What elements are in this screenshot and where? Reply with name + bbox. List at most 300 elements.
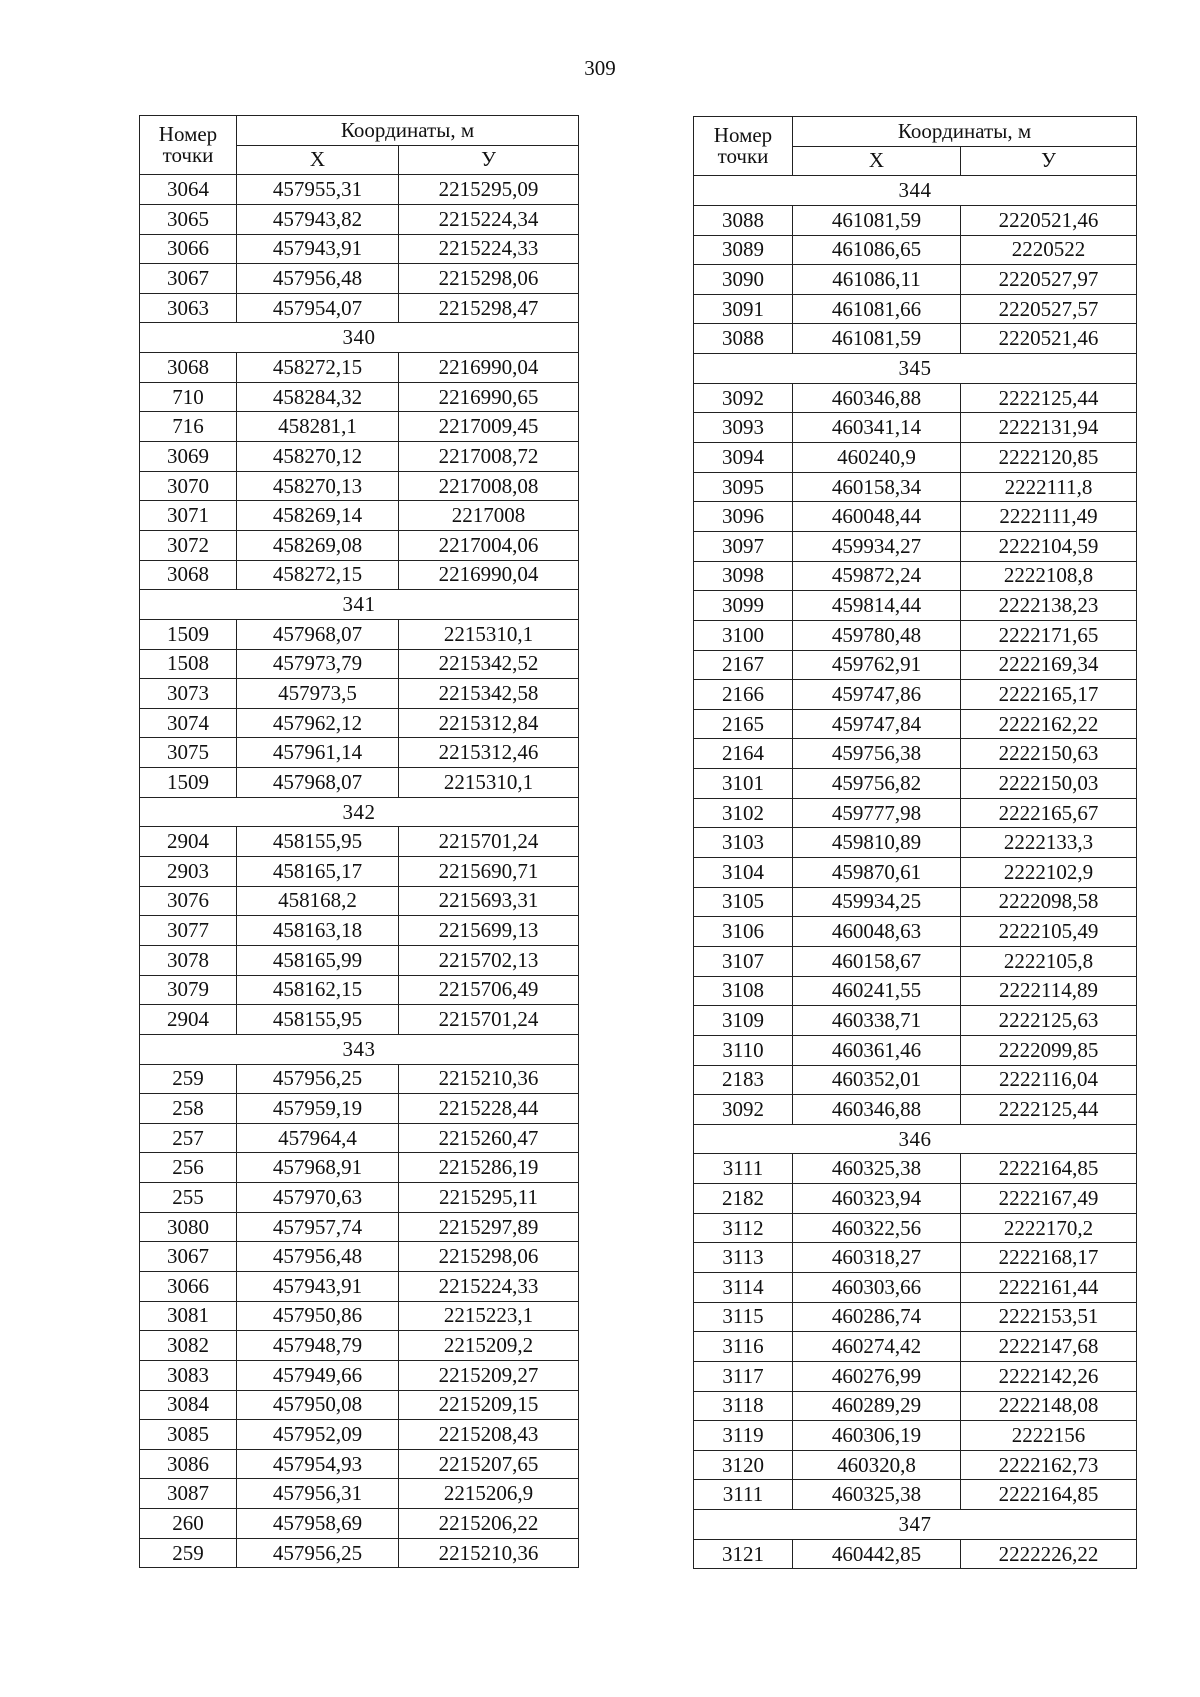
y-coordinate-cell: 2215298,06 [399,1242,579,1272]
point-number-cell: 2904 [140,827,237,857]
point-number-header [694,117,793,176]
x-coordinate-cell: 460338,71 [793,1006,961,1036]
table-row [694,294,1137,324]
x-coordinate-cell: 459762,91 [793,650,961,680]
x-coordinate-cell: 460361,46 [793,1035,961,1065]
x-coordinate-cell: 457970,63 [237,1183,399,1213]
y-coordinate-cell: 2216990,04 [399,560,579,590]
right-table-body [694,176,1137,1569]
point-number-cell: 3103 [694,828,793,858]
table-row [694,1184,1137,1214]
x-coordinate-cell: 457962,12 [237,708,399,738]
coordinates-header: Координаты, м [793,117,1137,147]
y-coordinate-cell: 2222114,89 [961,976,1137,1006]
x-coordinate-cell: 459756,82 [793,769,961,799]
y-coordinate-cell: 2222125,44 [961,383,1137,413]
y-coordinate-cell: 2215208,43 [399,1420,579,1450]
point-number-cell: 3104 [694,858,793,888]
section-row [694,1510,1137,1540]
y-coordinate-cell: 2222138,23 [961,591,1137,621]
point-number-cell: 3101 [694,769,793,799]
table-row [694,383,1137,413]
point-number-cell: 710 [140,382,237,412]
x-coordinate-cell: 457954,93 [237,1449,399,1479]
table-row [140,1153,579,1183]
section-row [140,590,579,620]
x-coordinate-cell: 457948,79 [237,1331,399,1361]
y-coordinate-cell: 2220521,46 [961,324,1137,354]
y-coordinate-cell: 2222120,85 [961,443,1137,473]
point-number-cell: 3089 [694,235,793,265]
x-coordinate-cell: 460158,34 [793,472,961,502]
x-coordinate-cell: 459934,27 [793,531,961,561]
x-coordinate-cell: 460158,67 [793,946,961,976]
y-coordinate-cell: 2215312,46 [399,738,579,768]
x-coordinate-cell: 458165,17 [237,857,399,887]
table-row [694,1421,1137,1451]
point-number-cell: 3095 [694,472,793,502]
y-coordinate-cell: 2215286,19 [399,1153,579,1183]
table-header-row [140,116,579,146]
point-number-cell: 3086 [140,1449,237,1479]
y-coordinate-cell: 2217008,08 [399,471,579,501]
point-number-cell: 3072 [140,530,237,560]
x-coordinate-cell: 458272,15 [237,353,399,383]
table-row [694,798,1137,828]
table-row [140,501,579,531]
x-coordinate-cell: 457956,25 [237,1538,399,1568]
table-row [140,916,579,946]
table-row [694,591,1137,621]
x-header: X [237,145,399,175]
x-coordinate-cell: 459777,98 [793,798,961,828]
table-row [694,917,1137,947]
x-coordinate-cell: 460048,63 [793,917,961,947]
x-coordinate-cell: 461086,11 [793,265,961,295]
table-row [140,1271,579,1301]
y-coordinate-cell: 2222104,59 [961,531,1137,561]
coordinates-table-left [139,115,579,1568]
point-number-cell: 3082 [140,1331,237,1361]
point-number-cell: 3075 [140,738,237,768]
table-row [140,382,579,412]
y-coordinate-cell: 2222105,49 [961,917,1137,947]
x-coordinate-cell: 460240,9 [793,443,961,473]
y-coordinate-cell: 2215310,1 [399,619,579,649]
y-coordinate-cell: 2215224,34 [399,204,579,234]
x-coordinate-cell: 457952,09 [237,1420,399,1450]
table-row [694,1302,1137,1332]
table-row [694,531,1137,561]
point-header-line2: точки [717,144,769,169]
x-coordinate-cell: 458155,95 [237,1005,399,1035]
table-row [694,502,1137,532]
y-coordinate-cell: 2215310,1 [399,768,579,798]
x-coordinate-cell: 458269,14 [237,501,399,531]
point-number-cell: 2165 [694,709,793,739]
table-row [694,1243,1137,1273]
table-row [140,1360,579,1390]
table-row [140,293,579,323]
y-coordinate-cell: 2215223,1 [399,1301,579,1331]
section-number: 345 [694,354,1137,384]
point-number-cell: 3065 [140,204,237,234]
table-row [694,858,1137,888]
point-number-cell: 1509 [140,619,237,649]
point-number-cell: 3066 [140,234,237,264]
table-row [140,353,579,383]
x-coordinate-cell: 457968,07 [237,768,399,798]
y-coordinate-cell: 2215298,06 [399,264,579,294]
section-number: 342 [140,797,579,827]
y-header: У [961,146,1137,176]
y-coordinate-cell: 2222168,17 [961,1243,1137,1273]
point-number-cell: 3092 [694,1095,793,1125]
point-number-cell: 258 [140,1094,237,1124]
y-coordinate-cell: 2215690,71 [399,857,579,887]
x-coordinate-cell: 458270,13 [237,471,399,501]
table-row [140,1212,579,1242]
point-number-cell: 3120 [694,1450,793,1480]
y-coordinate-cell: 2215699,13 [399,916,579,946]
point-number-cell: 3085 [140,1420,237,1450]
point-number-cell: 259 [140,1538,237,1568]
table-row [694,680,1137,710]
point-number-cell: 260 [140,1509,237,1539]
point-number-cell: 3067 [140,264,237,294]
table-row [140,827,579,857]
section-number: 347 [694,1510,1137,1540]
x-coordinate-cell: 461081,59 [793,324,961,354]
table-row [694,828,1137,858]
table-row [140,1420,579,1450]
x-coordinate-cell: 457973,5 [237,679,399,709]
y-coordinate-cell: 2215210,36 [399,1538,579,1568]
x-coordinate-cell: 458281,1 [237,412,399,442]
point-number-cell: 3113 [694,1243,793,1273]
point-number-cell: 716 [140,412,237,442]
point-number-cell: 3121 [694,1539,793,1569]
x-coordinate-cell: 460303,66 [793,1272,961,1302]
section-number: 343 [140,1034,579,1064]
point-number-cell: 3110 [694,1035,793,1065]
x-coordinate-cell: 460323,94 [793,1184,961,1214]
y-coordinate-cell: 2222099,85 [961,1035,1137,1065]
point-number-cell: 3099 [694,591,793,621]
table-row [140,768,579,798]
table-row [140,619,579,649]
table-row [694,1035,1137,1065]
y-coordinate-cell: 2220527,97 [961,265,1137,295]
y-coordinate-cell: 2222170,2 [961,1213,1137,1243]
x-coordinate-cell: 458284,32 [237,382,399,412]
y-coordinate-cell: 2216990,04 [399,353,579,383]
point-number-cell: 3119 [694,1421,793,1451]
point-number-cell: 3108 [694,976,793,1006]
point-number-cell: 3111 [694,1480,793,1510]
y-coordinate-cell: 2222102,9 [961,858,1137,888]
point-number-cell: 3115 [694,1302,793,1332]
y-coordinate-cell: 2222131,94 [961,413,1137,443]
point-number-cell: 3105 [694,887,793,917]
y-coordinate-cell: 2222108,8 [961,561,1137,591]
point-number-cell: 3107 [694,946,793,976]
x-coordinate-cell: 457964,4 [237,1123,399,1153]
section-row [694,354,1137,384]
coordinates-header: Координаты, м [237,116,579,146]
x-coordinate-cell: 457950,86 [237,1301,399,1331]
x-coordinate-cell: 460318,27 [793,1243,961,1273]
point-number-cell: 2164 [694,739,793,769]
y-coordinate-cell: 2222226,22 [961,1539,1137,1569]
table-row [694,1065,1137,1095]
y-coordinate-cell: 2215298,47 [399,293,579,323]
point-number-cell: 3100 [694,620,793,650]
point-number-cell: 3088 [694,205,793,235]
point-number-cell: 3084 [140,1390,237,1420]
table-row [140,1301,579,1331]
point-number-cell: 3070 [140,471,237,501]
y-coordinate-cell: 2222156 [961,1421,1137,1451]
point-number-cell: 2904 [140,1005,237,1035]
point-header-line1: Номер [713,123,773,148]
x-coordinate-cell: 457958,69 [237,1509,399,1539]
x-coordinate-cell: 460276,99 [793,1361,961,1391]
point-number-cell: 3078 [140,945,237,975]
section-row [694,1124,1137,1154]
y-coordinate-cell: 2222116,04 [961,1065,1137,1095]
y-coordinate-cell: 2215209,15 [399,1390,579,1420]
y-coordinate-cell: 2215228,44 [399,1094,579,1124]
x-coordinate-cell: 459747,86 [793,680,961,710]
x-coordinate-cell: 458163,18 [237,916,399,946]
table-row [140,175,579,205]
x-coordinate-cell: 457956,31 [237,1479,399,1509]
point-number-cell: 3114 [694,1272,793,1302]
x-coordinate-cell: 457943,82 [237,204,399,234]
y-coordinate-cell: 2222164,85 [961,1480,1137,1510]
x-coordinate-cell: 457968,07 [237,619,399,649]
point-header-line2: точки [162,143,214,168]
table-row [140,738,579,768]
table-row [694,472,1137,502]
y-coordinate-cell: 2215706,49 [399,975,579,1005]
x-header: X [793,146,961,176]
table-row [694,1450,1137,1480]
y-coordinate-cell: 2222142,26 [961,1361,1137,1391]
table-row [694,887,1137,917]
point-number-cell: 2167 [694,650,793,680]
table-row [140,471,579,501]
table-row [140,1064,579,1094]
x-coordinate-cell: 459747,84 [793,709,961,739]
x-coordinate-cell: 460346,88 [793,383,961,413]
point-number-cell: 2903 [140,857,237,887]
table-row [140,1449,579,1479]
y-coordinate-cell: 2222147,68 [961,1332,1137,1362]
table-row [694,265,1137,295]
table-row [694,650,1137,680]
y-coordinate-cell: 2222171,65 [961,620,1137,650]
point-number-cell: 3066 [140,1271,237,1301]
point-number-cell: 3116 [694,1332,793,1362]
coordinates-table-right [693,116,1137,1569]
y-coordinate-cell: 2215295,11 [399,1183,579,1213]
point-number-cell: 3069 [140,442,237,472]
x-coordinate-cell: 458165,99 [237,945,399,975]
table-row [140,886,579,916]
x-coordinate-cell: 459756,38 [793,739,961,769]
table-row [140,1331,579,1361]
y-coordinate-cell: 2222165,67 [961,798,1137,828]
table-row [140,975,579,1005]
x-coordinate-cell: 458155,95 [237,827,399,857]
x-coordinate-cell: 458269,08 [237,530,399,560]
point-number-cell: 3079 [140,975,237,1005]
table-row [140,1479,579,1509]
point-number-cell: 3117 [694,1361,793,1391]
point-number-cell: 3094 [694,443,793,473]
point-number-cell: 3068 [140,353,237,383]
table-row [694,1391,1137,1421]
point-number-cell: 3068 [140,560,237,590]
section-row [694,176,1137,206]
table-row [140,708,579,738]
x-coordinate-cell: 457943,91 [237,1271,399,1301]
y-coordinate-cell: 2222098,58 [961,887,1137,917]
y-coordinate-cell: 2222111,49 [961,502,1137,532]
point-number-cell: 3083 [140,1360,237,1390]
table-row [140,412,579,442]
y-coordinate-cell: 2215702,13 [399,945,579,975]
x-coordinate-cell: 460286,74 [793,1302,961,1332]
table-row [694,1480,1137,1510]
point-number-cell: 3063 [140,293,237,323]
point-number-cell: 1509 [140,768,237,798]
y-coordinate-cell: 2215207,65 [399,1449,579,1479]
y-coordinate-cell: 2220522 [961,235,1137,265]
table-row [140,234,579,264]
table-row [140,1390,579,1420]
x-coordinate-cell: 459814,44 [793,591,961,621]
y-coordinate-cell: 2222162,22 [961,709,1137,739]
table-row [694,946,1137,976]
table-row [140,530,579,560]
table-row [140,442,579,472]
x-coordinate-cell: 457956,48 [237,264,399,294]
table-row [140,264,579,294]
table-row [694,620,1137,650]
table-row [694,413,1137,443]
y-coordinate-cell: 2215209,27 [399,1360,579,1390]
x-coordinate-cell: 460352,01 [793,1065,961,1095]
x-coordinate-cell: 460341,14 [793,413,961,443]
point-number-cell: 256 [140,1153,237,1183]
y-coordinate-cell: 2222150,63 [961,739,1137,769]
page-number: 309 [584,56,616,80]
x-coordinate-cell: 457959,19 [237,1094,399,1124]
point-number-cell: 3080 [140,1212,237,1242]
point-number-cell: 3112 [694,1213,793,1243]
y-coordinate-cell: 2222150,03 [961,769,1137,799]
point-number-cell: 257 [140,1123,237,1153]
section-row [140,797,579,827]
x-coordinate-cell: 458270,12 [237,442,399,472]
x-coordinate-cell: 457956,48 [237,1242,399,1272]
table-row [140,857,579,887]
x-coordinate-cell: 459872,24 [793,561,961,591]
table-row [140,1538,579,1568]
y-coordinate-cell: 2222133,3 [961,828,1137,858]
table-row [694,1006,1137,1036]
x-coordinate-cell: 457950,08 [237,1390,399,1420]
table-row [694,443,1137,473]
x-coordinate-cell: 457961,14 [237,738,399,768]
table-row [694,1539,1137,1569]
x-coordinate-cell: 460048,44 [793,502,961,532]
table-row [140,1005,579,1035]
point-number-cell: 2183 [694,1065,793,1095]
x-coordinate-cell: 458272,15 [237,560,399,590]
point-number-cell: 3081 [140,1301,237,1331]
x-coordinate-cell: 460320,8 [793,1450,961,1480]
point-number-cell: 3077 [140,916,237,946]
section-row [140,1034,579,1064]
y-coordinate-cell: 2222105,8 [961,946,1137,976]
point-number-cell: 3102 [694,798,793,828]
table-row [140,1242,579,1272]
point-number-cell: 2166 [694,680,793,710]
y-coordinate-cell: 2215342,58 [399,679,579,709]
point-number-cell: 3097 [694,531,793,561]
y-coordinate-cell: 2215210,36 [399,1064,579,1094]
y-coordinate-cell: 2222164,85 [961,1154,1137,1184]
table-row [140,204,579,234]
section-number: 340 [140,323,579,353]
point-number-cell: 3111 [694,1154,793,1184]
table-row [140,945,579,975]
point-number-cell: 255 [140,1183,237,1213]
x-coordinate-cell: 460274,42 [793,1332,961,1362]
x-coordinate-cell: 457973,79 [237,649,399,679]
y-coordinate-cell: 2215701,24 [399,1005,579,1035]
point-header-line1: Номер [158,122,218,147]
x-coordinate-cell: 457956,25 [237,1064,399,1094]
point-number-cell: 259 [140,1064,237,1094]
y-header: У [399,145,579,175]
y-coordinate-cell: 2215260,47 [399,1123,579,1153]
point-number-header [140,116,237,175]
table-row [694,1332,1137,1362]
table-row [694,1154,1137,1184]
x-coordinate-cell: 457968,91 [237,1153,399,1183]
y-coordinate-cell: 2222111,8 [961,472,1137,502]
x-coordinate-cell: 457957,74 [237,1212,399,1242]
y-coordinate-cell: 2222153,51 [961,1302,1137,1332]
x-coordinate-cell: 458168,2 [237,886,399,916]
point-number-cell: 3067 [140,1242,237,1272]
y-coordinate-cell: 2217009,45 [399,412,579,442]
y-coordinate-cell: 2220521,46 [961,205,1137,235]
table-header-row [694,117,1137,147]
x-coordinate-cell: 457954,07 [237,293,399,323]
point-number-cell: 3093 [694,413,793,443]
x-coordinate-cell: 460325,38 [793,1480,961,1510]
y-coordinate-cell: 2222167,49 [961,1184,1137,1214]
y-coordinate-cell: 2222161,44 [961,1272,1137,1302]
x-coordinate-cell: 460346,88 [793,1095,961,1125]
point-number-cell: 3090 [694,265,793,295]
